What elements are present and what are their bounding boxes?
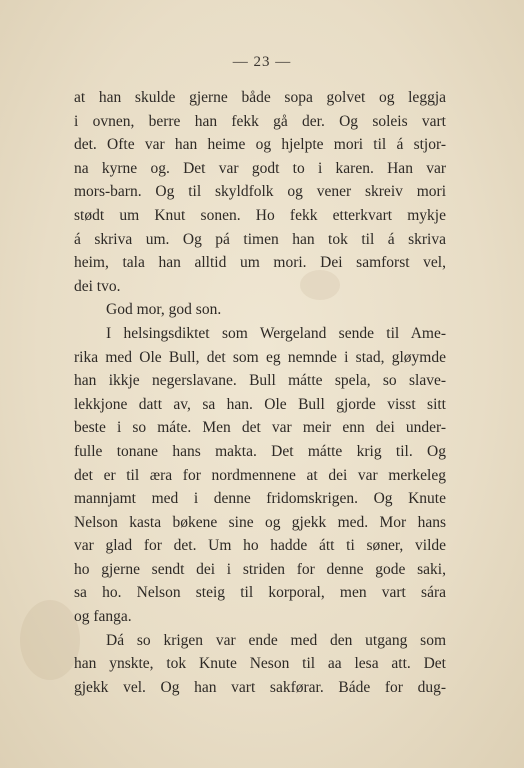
- text-line: stødt um Knut sonen. Ho fekk etterkvart mykje: [74, 206, 446, 224]
- body-text: [74, 86, 446, 699]
- text-line: og fanga.: [74, 608, 132, 626]
- text-line: fulle tonane hans makta. Det mátte krig til. Og: [74, 442, 446, 460]
- text-line: mannjamt med i denne fridomskrigen. Og Knute: [74, 490, 446, 508]
- text-line: Dá so krigen var ende med den utgang som: [106, 631, 446, 649]
- text-line: rika med Ole Bull, det som eg nemnde i stad, gløymde: [74, 348, 446, 366]
- text-line: at han skulde gjerne både sopa golvet og leggja: [74, 89, 446, 106]
- text-line: var glad for det. Um ho hadde átt ti søner, vilde: [74, 537, 446, 555]
- text-line: heim, tala han alltid um mori. Dei samforst vel,: [74, 254, 446, 272]
- text-line: lekkjone datt av, sa han. Ole Bull gjorde visst sitt: [74, 395, 446, 413]
- text-line: Nelson kasta bøkene sine og gjekk med. Mor hans: [74, 513, 446, 531]
- text-line: det er til æra for nordmennene at dei var merkeleg: [74, 466, 446, 484]
- text-line: dei tvo.: [74, 277, 121, 295]
- text-line: sa ho. Nelson steig til korporal, men vart sára: [74, 584, 446, 602]
- page-number: — 23 —: [232, 54, 292, 70]
- text-line: det. Ofte var han heime og hjelpte mori til á stjor-: [74, 136, 446, 154]
- text-line: han ikkje negerslavane. Bull mátte spela, so slave-: [74, 372, 446, 390]
- text-line: gjekk vel. Og han vart sakførar. Báde for dug-: [74, 678, 446, 696]
- text-line: na kyrne og. Det var godt to i karen. Han var: [74, 159, 446, 177]
- text-line: God mor, god son.: [106, 301, 222, 319]
- text-line: han ynskte, tok Knute Neson til aa lesa att. Det: [74, 655, 446, 673]
- text-line: mors-barn. Og til skyldfolk og vener skreiv mori: [74, 183, 446, 201]
- text-line: I helsingsdiktet som Wergeland sende til Ame-: [106, 324, 446, 342]
- text-line: á skriva um. Og pá timen han tok til á skriva: [74, 230, 446, 248]
- text-line: ho gjerne sendt dei i striden for denne gode saki,: [74, 560, 446, 578]
- text-line: beste i so máte. Men det var meir enn dei under-: [74, 419, 446, 437]
- paper-stain: [20, 600, 80, 680]
- text-line: i ovnen, berre han fekk gå der. Og soleis vart: [74, 112, 446, 130]
